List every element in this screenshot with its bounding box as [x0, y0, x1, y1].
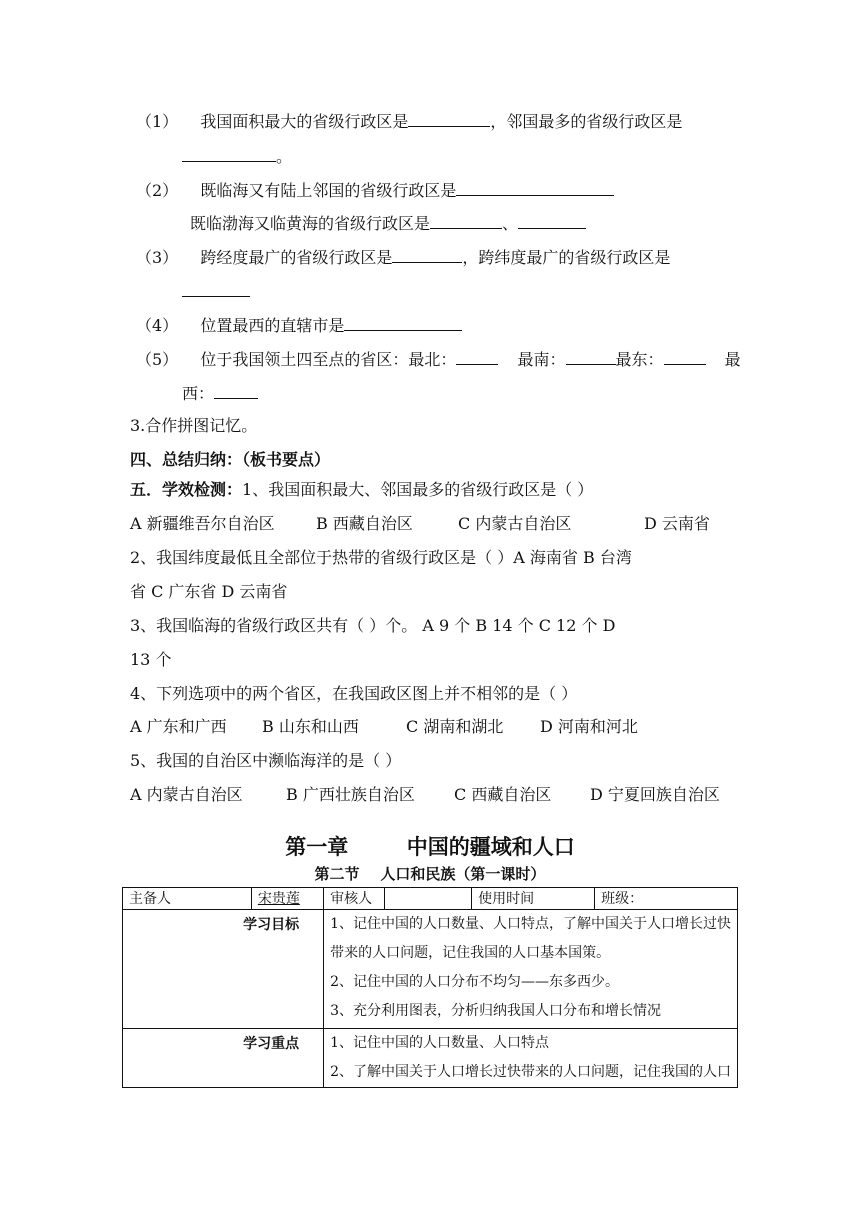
goal-line: 带来的人口问题，记住我国的人口基本国策。 [330, 945, 611, 961]
host-label: 主备人 [123, 888, 252, 910]
question-text: 我国面积最大的省级行政区是 [200, 112, 409, 131]
question-5-cont [182, 382, 258, 405]
question-2-sub [190, 212, 586, 235]
question-3-cont [182, 280, 250, 303]
use-time-label: 使用时间 [472, 888, 595, 910]
question-text: 跨经度最广的省级行政区是 [200, 248, 393, 267]
goals-label: 学习目标 [123, 910, 324, 1029]
focus-content [324, 1029, 738, 1088]
question-number: （1） [136, 112, 179, 131]
punctuation: 、 [502, 214, 519, 233]
table-header-row [123, 888, 738, 910]
goal-line: 3、充分利用图表，分析归纳我国人口分布和增长情况 [330, 1003, 661, 1019]
question-text: ，邻国最多的省级行政区是 [490, 112, 683, 131]
test-question-2-cont: 省 C 广东省 D 云南省 [130, 582, 288, 601]
option-c[interactable]: C 湖南和湖北 [406, 717, 504, 736]
host-name [251, 888, 323, 910]
question-number: （2） [136, 181, 179, 200]
question-text: 1、我国面积最大、邻国最多的省级行政区是（ ） [242, 480, 594, 499]
question-5 [136, 348, 741, 371]
question-text: 最 [724, 350, 741, 369]
question-text: 既临渤海又临黄海的省级行政区是 [190, 214, 431, 233]
reviewer-label: 审核人 [324, 888, 385, 910]
focus-line: 2、了解中国关于人口增长过快带来的人口问题，记住我国的人口 [330, 1064, 731, 1080]
question-3 [136, 246, 670, 269]
answer-blank[interactable] [456, 348, 498, 365]
question-text: 最东： [615, 350, 664, 369]
answer-blank[interactable] [182, 145, 276, 162]
option-a[interactable]: A 广东和广西 [130, 717, 227, 736]
answer-blank[interactable] [456, 179, 614, 196]
focus-row [123, 1029, 738, 1088]
answer-blank[interactable] [214, 382, 258, 399]
question-4 [136, 314, 462, 337]
reviewer-value[interactable] [385, 888, 472, 910]
question-text: 位于我国领土四至点的省区：最北： [200, 350, 457, 369]
option-d[interactable]: D 河南和河北 [540, 717, 638, 736]
lesson-info-table [122, 887, 738, 1088]
focus-line: 1、记住中国的人口数量、人口特点 [330, 1035, 549, 1051]
section-title: 第二节 人口和民族（第一课时） [314, 865, 546, 883]
class-label: 班级： [595, 888, 738, 910]
answer-blank[interactable] [566, 348, 616, 365]
focus-label: 学习重点 [123, 1029, 324, 1088]
question-number: （4） [136, 316, 179, 335]
question-2 [136, 179, 614, 202]
test-question-3: 3、我国临海的省级行政区共有（ ）个。 A 9 个 B 14 个 C 12 个 D [130, 616, 616, 635]
activity-item: 3.合作拼图记忆。 [130, 416, 258, 435]
answer-blank[interactable] [430, 212, 502, 229]
test-question-2: 2、我国纬度最低且全部位于热带的省级行政区是（ ）A 海南省 B 台湾 [130, 548, 632, 567]
answer-blank[interactable] [392, 246, 462, 263]
option-b[interactable]: B 山东和山西 [262, 717, 359, 736]
goal-line: 2、记住中国的人口分布不均匀——东多西少。 [330, 974, 619, 990]
question-text: 最南： [517, 350, 566, 369]
option-d[interactable]: D 宁夏回族自治区 [590, 785, 720, 804]
chapter-title: 第一章 中国的疆域和人口 [285, 835, 575, 859]
option-a[interactable]: A 内蒙古自治区 [130, 785, 243, 804]
option-d[interactable]: D 云南省 [644, 514, 710, 533]
option-c[interactable]: C 西藏自治区 [454, 785, 552, 804]
test-question-3-cont: 13 个 [130, 650, 172, 669]
goals-row [123, 910, 738, 1029]
question-text: 位置最西的直辖市是 [200, 316, 345, 335]
section-test-heading: 五．学效检测： [130, 480, 243, 499]
punctuation: 。 [276, 147, 293, 166]
question-number: （5） [136, 350, 179, 369]
goal-line: 1、记住中国的人口数量、人口特点，了解中国关于人口增长过快 [330, 916, 731, 932]
option-c[interactable]: C 内蒙古自治区 [458, 514, 572, 533]
question-text: 既临海又有陆上邻国的省级行政区是 [200, 181, 457, 200]
answer-blank[interactable] [182, 280, 250, 297]
question-number: （3） [136, 248, 179, 267]
answer-blank[interactable] [344, 314, 462, 331]
answer-blank[interactable] [518, 212, 586, 229]
option-b[interactable]: B 广西壮族自治区 [286, 785, 415, 804]
question-text: ，跨纬度最广的省级行政区是 [462, 248, 671, 267]
test-question-1 [130, 479, 593, 501]
answer-blank[interactable] [408, 110, 490, 127]
answer-blank[interactable] [664, 348, 706, 365]
question-1-cont [182, 145, 292, 168]
question-1 [136, 110, 682, 133]
goals-content [324, 910, 738, 1029]
host-name-text: 宋贵莲 [257, 891, 300, 907]
section-summary-heading: 四、总结归纳：（板书要点） [130, 450, 331, 469]
option-a[interactable]: A 新疆维吾尔自治区 [130, 514, 275, 533]
test-question-5: 5、我国的自治区中濒临海洋的是（ ） [130, 751, 402, 770]
option-b[interactable]: B 西藏自治区 [316, 514, 413, 533]
question-text: 西： [182, 384, 215, 403]
test-question-4: 4、下列选项中的两个省区，在我国政区图上并不相邻的是（ ） [130, 684, 578, 703]
